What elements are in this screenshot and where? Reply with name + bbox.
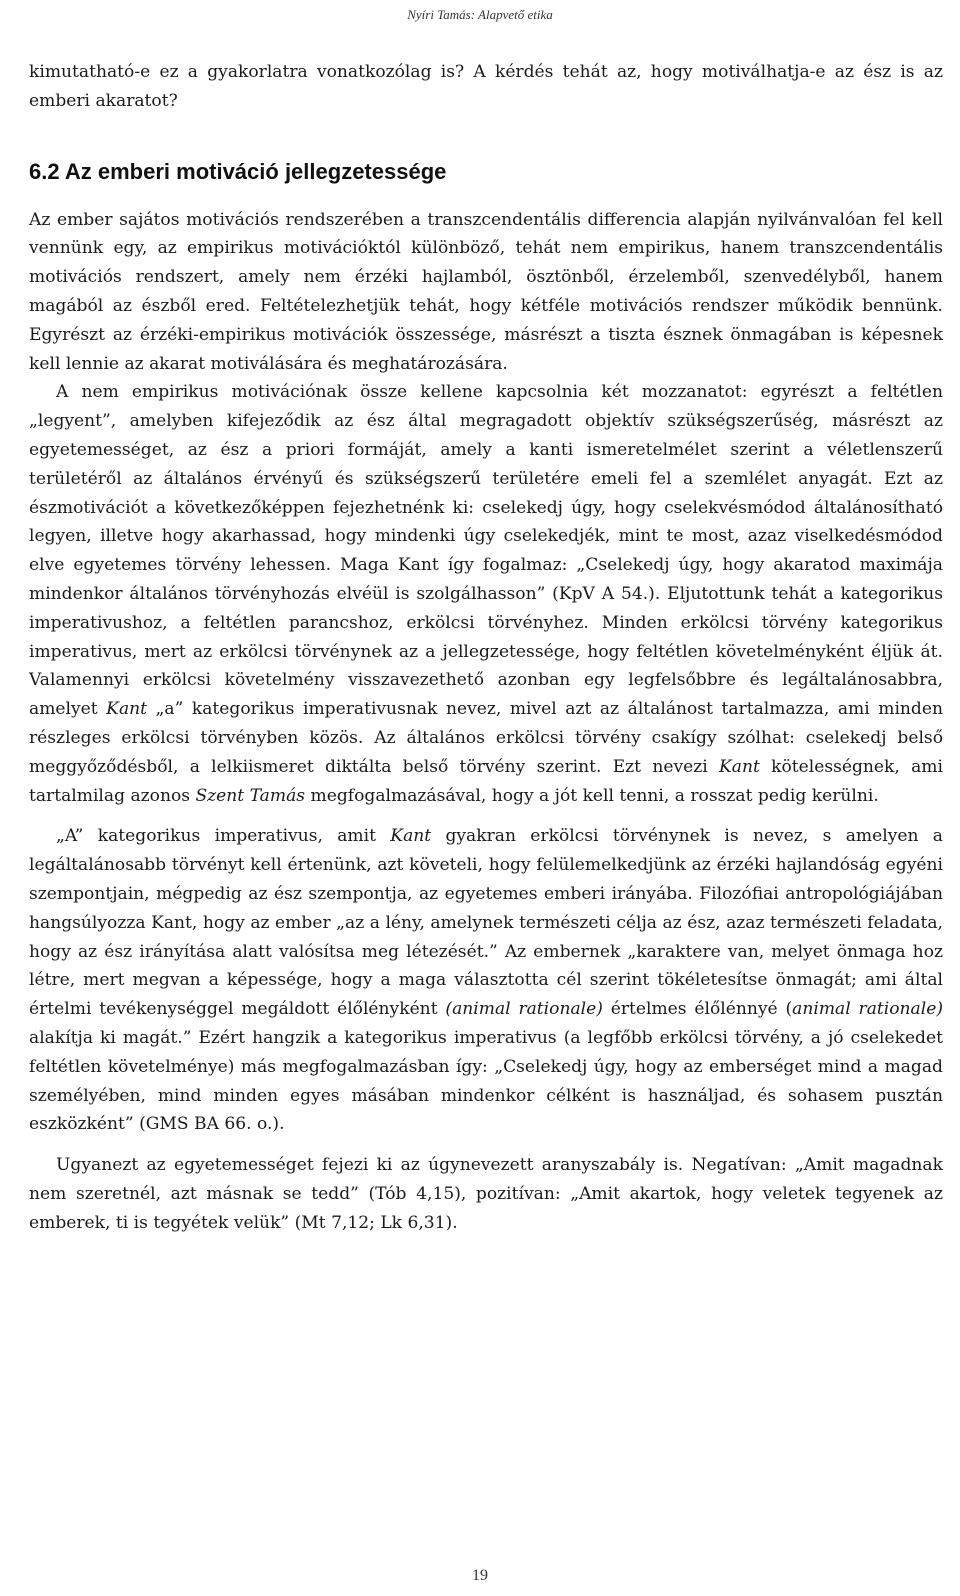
text-run: megfogalmazásával, hogy a jót kell tenni, a rosszat pedig kerülni.: [305, 785, 879, 806]
page-footer: [0, 1565, 960, 1585]
italic-text: Kant: [390, 826, 432, 847]
text-run: értelmes élőlénnyé (: [602, 999, 793, 1020]
text-run: gyakran erkölcsi törvénynek is nevez, s amelyen a legáltalánosabb törvényt kell értenünk, azt követeli, hogy felülemelkedjünk az érzéki hajlandóság egyéni szempontjain, mégpedig az ész szempontja, az egyetemes emberi irányába. Filozófiai antropológiájában hangsúlyozza Kant, hogy az ember „az a lény, amelynek természeti célja az ész, azaz természeti feladata, hogy az ész irányítása alatt valósítsa meg létezését.” Az embernek „karaktere van, melyet önmaga hoz létre, mert megvan a képessége, hogy a maga választotta cél szerint tökéletesítse önmagát; ami által értelmi tevékenységgel megáldott élőlényként: [29, 826, 943, 1020]
paragraph: [29, 378, 943, 810]
section-heading: 6.2 Az emberi motiváció jellegzetessége: [29, 158, 447, 184]
italic-text: Kant: [106, 699, 148, 720]
running-header: [0, 0, 960, 30]
text-run: Ugyanezt az egyetemességet fejezi ki az úgynevezett aranyszabály is. Negatívan: „Amit magadnak nem szeretnél, azt másnak se tedd” (Tób 4,15), pozitívan: „Amit akartok, hogy veletek tegyenek az emberek, ti is tegyétek velük” (Mt 7,12; Lk 6,31).: [29, 1155, 943, 1233]
italic-text: (animal rationale): [445, 999, 603, 1020]
text-run: kötelességnek, ami tartalmilag azonos: [29, 756, 943, 806]
italic-text: Kant: [718, 756, 760, 777]
page-number: 19: [472, 1567, 488, 1584]
page-body: [29, 58, 943, 1237]
paragraph: [29, 822, 943, 1139]
text-run: „a” kategorikus imperativusnak nevez, mivel azt az általánost tartalmazza, ami minden részleges erkölcsi törvényben közös. Az általános erkölcsi törvény csakígy szólhat: cselekedj belső meggyőződésből, a lelkiismeret diktálta belső törvény szerint. Ezt nevezi: [29, 699, 943, 777]
text-run: „A” kategorikus imperativus, amit: [56, 826, 391, 847]
paragraph: [29, 206, 943, 379]
italic-text: animal rationale): [792, 999, 943, 1020]
running-title: Nyíri Tamás: Alapvető etika: [407, 7, 553, 22]
text-run: A nem empirikus motivációnak össze kellene kapcsolnia két mozzanatot: egyrészt a feltétlen „legyent”, amelyben kifejeződik az ész által megragadott objektív szükségszerűség, másrészt az egyetemességet, az ész a priori formáját, amely a kanti ismeretelmélet szerint a véletlenszerű területéről az általános érvényű és szükségszerű területére emeli fel a szemlélet anyagát. Ezt az észmotivációt a következőképpen fejezhetnénk ki: cselekedj úgy, hogy cselekvésmódod általánosítható legyen, illetve hogy akarhassad, hogy mindenki úgy cselekedjék, mint te most, azaz viselkedésmódod elve egyetemes törvény lehessen. Maga Kant így fogalmaz: „Cselekedj úgy, hogy akaratod maximája mindenkor általános törvényhozás elvéül is szolgálhasson” (KpV A 54.). Eljutottunk tehát a kategorikus imperativushoz, a feltétlen parancshoz, erkölcsi törvényhez. Minden erkölcsi törvény kategorikus imperativus, mert az erkölcsi törvénynek az a jellegzetessége, hogy feltétlen követelményként éljük át. Valamennyi erkölcsi követelmény visszavezethető azonban egy legfelsőbbre és legáltalánosabbra, amelyet: [29, 382, 943, 720]
text-run: Az ember sajátos motivációs rendszerében a transzcendentális differencia alapján nyilvánvalóan fel kell vennünk egy, az empirikus motivációktól különböző, tehát nem empirikus, hanem transzcendentális motivációs rendszert, amely nem érzéki hajlamból, ösztönből, érzelemből, szenvedélyből, hanem magából az észből ered. Feltételezhetjük tehát, hogy kétféle motivációs rendszer működik bennünk. Egyrészt az érzéki-empirikus motivációk összessége, másrészt a tiszta észnek önmagában is képesnek kell lennie az akarat motiválására és meghatározására.: [29, 209, 943, 374]
paragraph: [29, 1151, 943, 1237]
text-run: alakítja ki magát.” Ezért hangzik a kategorikus imperativus (a legfőbb erkölcsi törvény, a jó cselekedet feltétlen követelménye) más megfogalmazásban így: „Cselekedj úgy, hogy az emberséget mind a magad személyében, mind minden egyes másában mindenkor célként is használjad, és sohasem pusztán eszközként” (GMS BA 66. o.).: [29, 1027, 943, 1135]
intro-paragraph: kimutatható-e ez a gyakorlatra vonatkozólag is? A kérdés tehát az, hogy motiválhatja-e az ész is az emberi akaratot?: [29, 62, 943, 111]
italic-text: Szent Tamás: [195, 785, 306, 806]
